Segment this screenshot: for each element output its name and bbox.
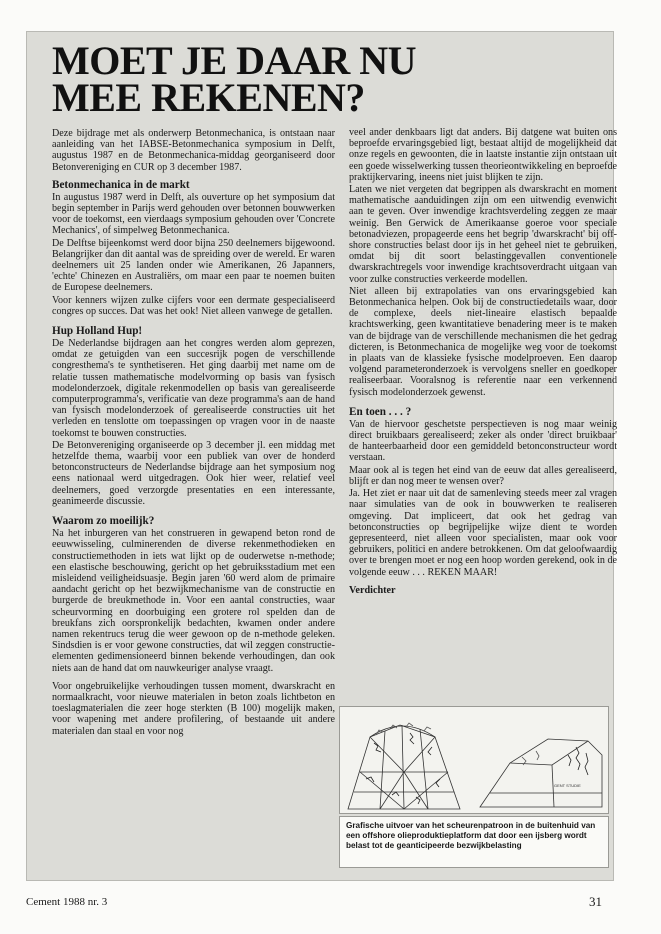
section-heading-markt: Betonmechanica in de markt xyxy=(52,178,190,191)
paragraph: veel ander denkbaars ligt dat anders. Bij datgene wat buiten ons beproefde ervaringsgebied ligt, bestaat altijd de mogelijkheid dat onze regels en gewoonten, die in laatste instantie zijn ontstaan uit een goede wisselwerking tussen theorieontwikkeling en beproefde praktijkervaring, ineens niet juist blijken te zijn. xyxy=(349,127,617,183)
intro-paragraph: Deze bijdrage met als onderwerp Betonmechanica, is ontstaan naar aanleiding van het IABSE-Betonmechanica symposium in Delft, augustus 1987 en de Betonmechanica-middag georganiseerd door Betonvereniging en CUR op 3 december 1987. xyxy=(52,128,335,173)
paragraph: Ja. Het ziet er naar uit dat de samenleving steeds meer zal vragen naar simulaties van de ook in bouwwerken te realiseren omgeving. Dat impliceert, dat ook het gedrag van betonconstructies op begrijpelijke wijze dient te worden gepresenteerd, niet alleen voor specialisten, maar ook voor gebruikers, politici en andere betrokkenen. Om dat geloofwaardig over te brengen moet er nog een hoop worden gerekend, ook in de volgende eeuw . . . REKEN MAAR! xyxy=(349,488,617,578)
section-heading-verdichter: Verdichter xyxy=(349,584,396,596)
paragraph: Voor kenners wijzen zulke cijfers voor een dermate gespecialiseerd congres op succes. Dat was het ook! Niet alleen vanwege de getallen. xyxy=(52,294,335,317)
paragraph: In augustus 1987 werd in Delft, als ouverture op het symposium dat begin september in Parijs werd gehouden over betonnen bouwwerken voor de toekomst, een vierdaags symposium gehouden over 'Concrete Mechanics', of simpelweg Betonmechanica. xyxy=(52,191,335,237)
left-column xyxy=(52,128,335,738)
paragraph: Maar ook al is tegen het eind van de eeuw dat alles gerealiseerd, blijft er dan nog meer te wensen over? xyxy=(349,464,617,487)
section-heading-waarom: Waarom zo moeilijk? xyxy=(52,515,155,528)
publication-footer: Cement 1988 nr. 3 xyxy=(26,896,108,908)
paragraph: De Betonvereniging organiseerde op 3 december jl. een middag met hetzelfde thema, waarbij voor een publiek van over de honderd betonconstructeurs de Nederlandse bijdrage aan het symposium nog eens nationaal werd uitgedragen. Ook hier weer, relatief veel deelnemers, goed verzorgde presentaties en een interessante, geanimeerde discussie. xyxy=(52,439,335,507)
paragraph: Niet alleen bij extrapolaties van ons ervaringsgebied kan Betonmechanica helpen. Ook bij de constructiedetails waar, door de complexe, deels niet-lineaire elastisch bepaalde krachtswerking, geen kwantitatieve benadering meer is te maken van de bijdrage van de verschillende mechanismen die het gedrag dicteren, is Betonmechanica de mogelijke weg voor de toekomst in plaats van de klassieke fysische modelproeven. Een daarop volgend parameteronderzoek is vervolgens sneller en goedkoper realiseerbaar. Vooralsnog is referentie naar een verkennend fysisch modelonderzoek gewenst. xyxy=(349,285,617,398)
paragraph: Van de hiervoor geschetste perspectieven is nog maar weinig direct bruikbaars gerealiseerd; zeker als onder 'direct bruikbaar' de hanteerbaarheid door een gemiddeld betonconstructeur wordt verstaan. xyxy=(349,418,617,464)
paragraph: Laten we niet vergeten dat begrippen als dwarskracht en moment mathematische aanduidingen zijn om een uitwendig evenwicht aan te geven. Over inwendige krachtsverdeling zeggen ze maar weinig. Ben Gerwick de Amerikaanse goeroe voor speciale betonadviezen, propageerde eens het begrip 'dwarskracht' bij off-shore constructies belast door ijs in het geheel niet te gebruiken, omdat bij dit soort belastinggevallen conventionele dwarskrachtregels voor inwendige krachtsoverdracht uitgaan van voor zulke constructies verkeerde modellen. xyxy=(349,184,617,285)
page-number: 31 xyxy=(589,894,602,909)
crack-pattern-drawing xyxy=(340,707,608,813)
section-heading-en-toen: En toen . . . ? xyxy=(349,405,412,418)
paragraph: Na het inburgeren van het construeren in gewapend beton rond de eeuwwisseling, culminerenden de diverse rekenmethodieken en constructiemethoden in iets wat lijkt op de ouderwetse n-methode; een elastische beschouwing, gericht op het gebruiksstadium met een misleidend veiligheidsuasje. Begin jaren '60 werd alom de primaire aandacht gericht op het bezwijkmechanisme van de constructie en burgerde de breukmethode in. Voor een aantal constructies, waar scheurvorming en doorbuiging een grotere rol spelden dan de breukfans zich oorspronkelijk bedachten, kwamen onder andere namen rekentrucs terug die weer gewoon op de n-methode geleken. Sindsdien is er voor gewone constructies, dat wil zeggen constructie-elementen gedimensioneerd binnen bekende verhoudingen, dan ook niets aan de hand dat om nauwkeuriger analyse vraagt. xyxy=(52,528,335,674)
figure-label: GENT STUDIE xyxy=(554,783,581,788)
section-heading-hup-holland: Hup Holland Hup! xyxy=(52,325,143,338)
figure-caption: Grafische uitvoer van het scheurenpatroon in de buitenhuid van een offshore olieproduktieplatform dat door een ijsberg wordt belast tot de geanticipeerde bezwijkbelasting xyxy=(339,816,609,868)
article-title: MOET JE DAAR NU MEE REKENEN? xyxy=(52,38,417,120)
paragraph: Voor ongebruikelijke verhoudingen tussen moment, dwarskracht en normaalkracht, voor nieuwe materialen in beton zoals lichtbeton en toeslagmaterialen die zeer hoge sterkten (B 100) mogelijk maken, voor wapening met andere profilering, of bestaande uit andere materialen dan staal en voor nog xyxy=(52,680,335,737)
platform-crack-figure xyxy=(339,706,609,814)
paragraph: De Nederlandse bijdragen aan het congres werden alom geprezen, omdat ze getuigden van een succesrijk pogen de verschillende congresthema's te synthetiseren. Het ging daarbij met name om de relatie tussen mathematische modelvorming op basis van fysisch modelonderzoek, digitale rekenmodellen op basis van gerealiseerde computerprogramma's, verificatie van deze programma's aan de hand van fysisch modelonderzoek of gerealiseerde constructies uit het verleden en tenslotte om toepassingen op vragen voor in de naaste toekomst te bouwen constructies. xyxy=(52,338,335,439)
right-column xyxy=(349,127,617,598)
paragraph: De Delftse bijeenkomst werd door bijna 250 deelnemers bijgewoond. Belangrijker dan dit aantal was de spreiding over de wereld. Er waren deelnemers uit 25 landen onder wie Amerikanen, 26 Japanners, 'echte' Chinezen en Australiërs, om maar een paar te noemen buiten de Europese deelnemers. xyxy=(52,237,335,294)
